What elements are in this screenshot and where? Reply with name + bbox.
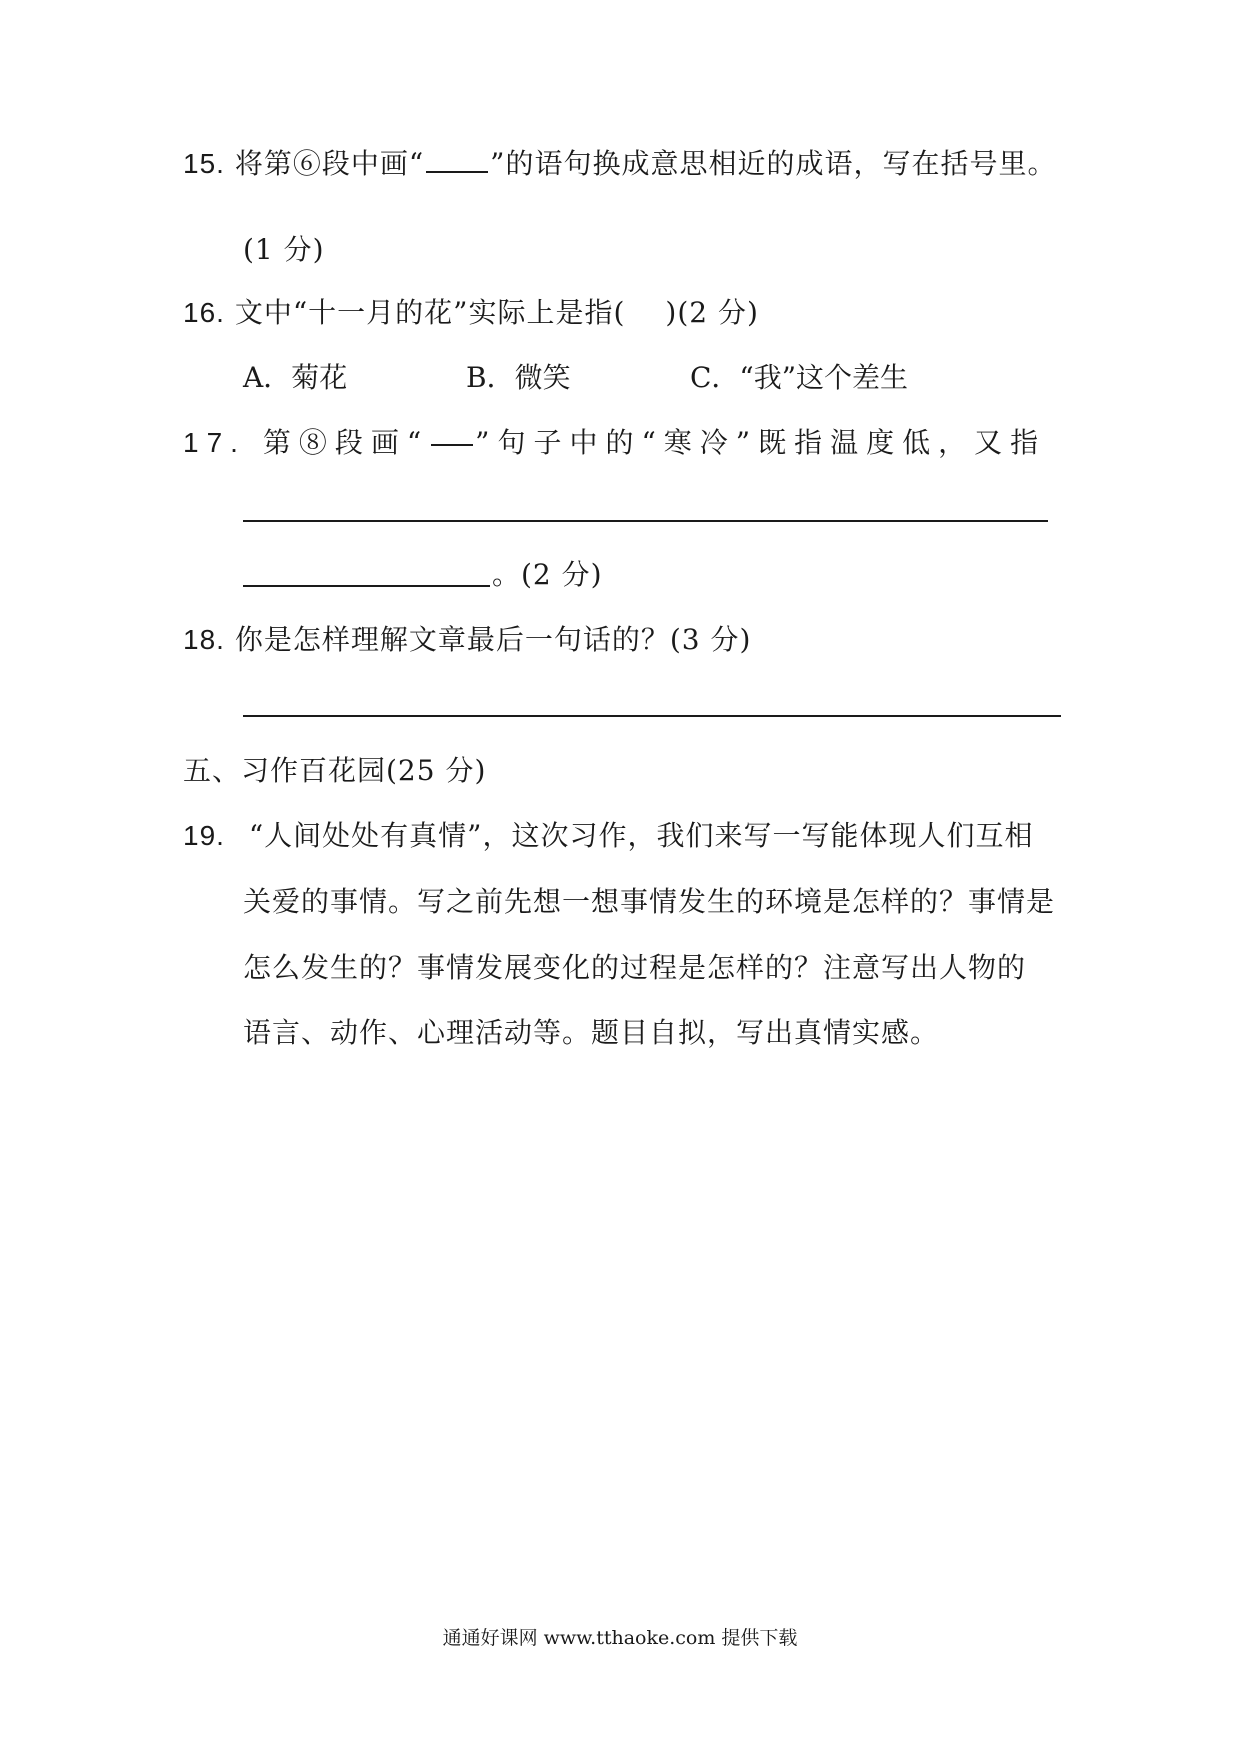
question-17-line-sample <box>431 444 473 446</box>
question-18-number: 18. <box>183 624 225 655</box>
question-19-line-2: 关爱的事情。写之前先想一想事情发生的环境是怎样的？事情是 <box>243 885 1056 918</box>
question-19-number: 19. <box>183 820 225 851</box>
question-16-text-a: 文中“十一月的花”实际上是指( <box>234 296 626 329</box>
page-footer: 通通好课网 www.tthaoke.com 提供下载 <box>442 1627 798 1649</box>
question-19-line-4: 语言、动作、心理活动等。题目自拟，写出真情实感。 <box>243 1016 940 1049</box>
question-18 <box>183 622 751 658</box>
question-16-option-b: B．微笑 <box>466 361 571 394</box>
question-17-text-a: 第⑧段画“ <box>262 426 430 459</box>
question-15-underline-sample <box>426 149 488 173</box>
question-16-option-a: A．菊花 <box>243 361 348 394</box>
question-17-number: 17. <box>183 427 246 458</box>
question-15-text-a: 将第⑥段中画“ <box>234 147 425 180</box>
question-19-line-3: 怎么发生的？事情发展变化的过程是怎样的？注意写出人物的 <box>243 951 1027 984</box>
question-16-text-b: )(2 分) <box>665 296 759 329</box>
question-17-answer-line-1[interactable] <box>243 520 1048 522</box>
question-16-option-c: C．“我”这个差生 <box>690 361 909 394</box>
question-15-text-b: ”的语句换成意思相近的成语，写在括号里。 <box>490 147 1057 180</box>
question-17 <box>183 425 1046 461</box>
question-17-answer-line-2[interactable] <box>243 585 490 587</box>
question-18-text: 你是怎样理解文章最后一句话的？(3 分) <box>234 623 752 656</box>
question-15 <box>183 146 1057 182</box>
question-17-text-b: ”句子中的“寒冷”既指温度低，又指 <box>475 426 1047 459</box>
section-5-title: 五、习作百花园(25 分) <box>183 754 487 787</box>
question-15-score: (1 分) <box>243 233 325 266</box>
question-16 <box>183 295 759 331</box>
question-17-end: 。(2 分) <box>492 558 603 591</box>
question-18-answer-line[interactable] <box>243 715 1061 717</box>
question-15-number: 15. <box>183 148 225 179</box>
question-19-first-line <box>183 818 1033 854</box>
question-16-number: 16. <box>183 297 225 328</box>
question-19-line-1: “人间处处有真情”，这次习作，我们来写一写能体现人们互相 <box>248 819 1034 852</box>
